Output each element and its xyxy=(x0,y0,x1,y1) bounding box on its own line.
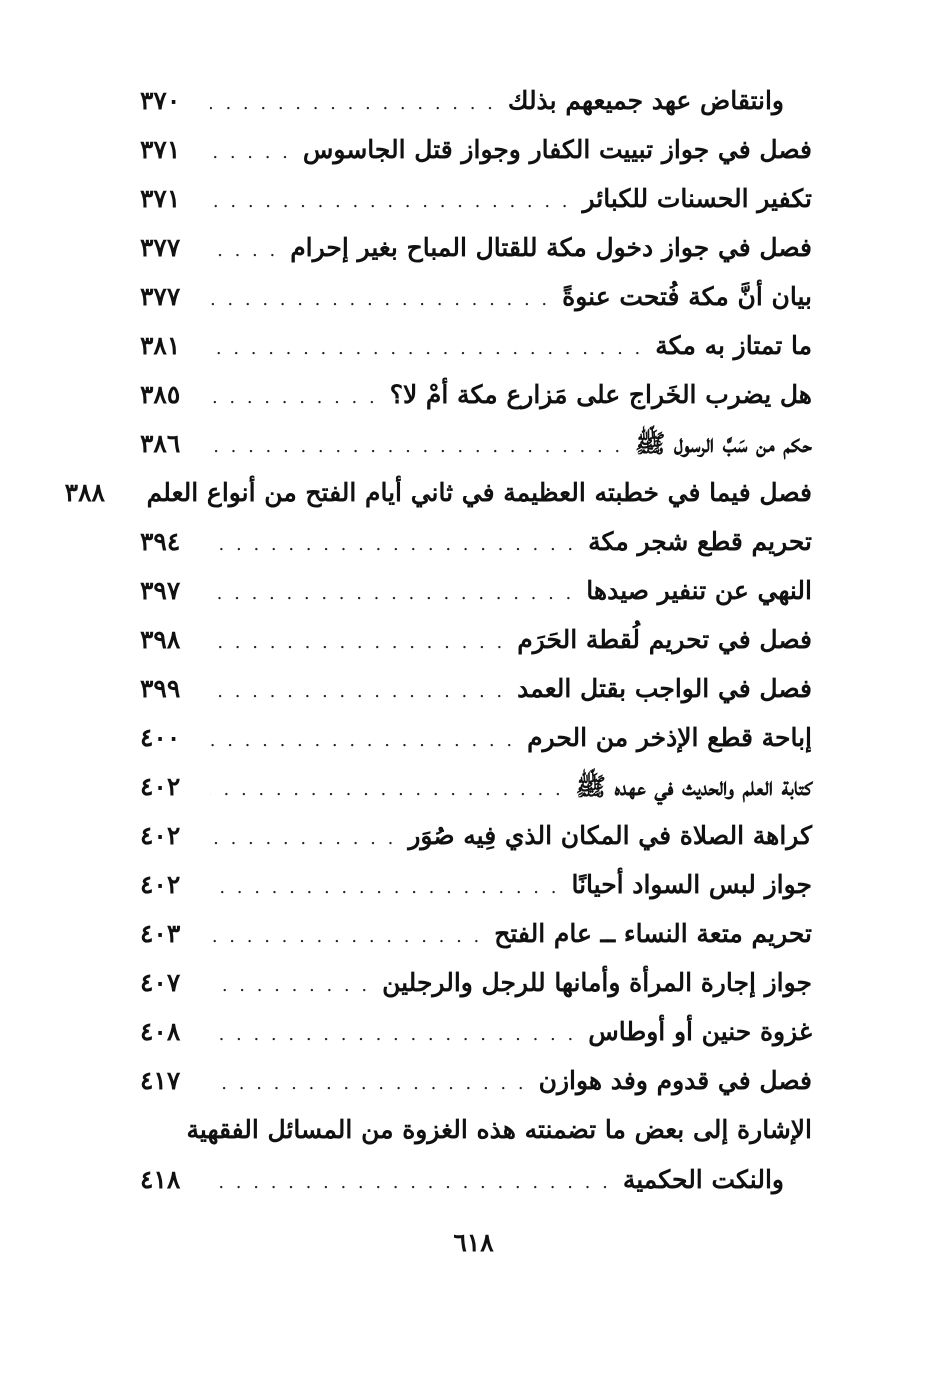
toc-entry-page: ٤١٧ xyxy=(140,1066,181,1095)
toc-entry-title: جواز إجارة المرأة وأمانها للرجل والرجلين xyxy=(382,968,812,997)
dot-leader xyxy=(210,1158,611,1207)
toc-entry-page: ٤٠٢ xyxy=(140,821,181,850)
toc-entry-title: ما تمتاز به مكة xyxy=(655,331,812,360)
toc-entry xyxy=(140,223,812,272)
toc-entry xyxy=(140,1105,812,1155)
toc-entry-title: إباحة قطع الإذخر من الحرم xyxy=(527,723,812,752)
dot-leader xyxy=(210,177,571,226)
dot-leader xyxy=(210,1010,576,1059)
toc-entry xyxy=(140,811,812,860)
toc-entry-page: ٣٨١ xyxy=(140,331,181,360)
dot-leader xyxy=(210,373,378,422)
toc-entry-page: ٣٧٠ xyxy=(140,86,181,115)
dot-leader xyxy=(210,814,396,863)
toc-entry xyxy=(140,272,812,321)
toc-entry-page: ٣٩٩ xyxy=(140,674,181,703)
toc-entry xyxy=(140,1155,812,1204)
toc-entry xyxy=(140,860,812,909)
toc-entry-page: ٣٩٧ xyxy=(140,576,181,605)
toc-entry-title: تحريم متعة النساء ــ عام الفتح xyxy=(494,919,812,948)
toc-entry-page: ٣٨٦ xyxy=(140,429,181,458)
toc-entry-page: ٣٨٥ xyxy=(140,380,181,409)
toc-entry xyxy=(140,419,812,468)
dot-leader xyxy=(210,716,515,765)
toc-entry-page: ٣٧٧ xyxy=(140,233,181,262)
toc-entry xyxy=(140,174,812,223)
toc-entry-title: والنكت الحكمية xyxy=(622,1165,784,1194)
dot-leader xyxy=(210,912,482,961)
toc-entry-title: كتابة العلم والحديث في عهده ﷺ xyxy=(575,772,812,801)
toc-entry-title: فصل في الواجب بقتل العمد xyxy=(517,674,812,703)
dot-leader xyxy=(210,569,574,618)
toc-entry xyxy=(140,321,812,370)
toc-entry-page: ٣٨٨ xyxy=(64,478,105,507)
toc-entry xyxy=(140,1007,812,1056)
dot-leader xyxy=(210,1059,527,1108)
toc-entry xyxy=(140,76,812,125)
table-of-contents xyxy=(64,76,812,1204)
toc-entry-title: جواز لبس السواد أحيانًا xyxy=(571,870,812,899)
toc-entry xyxy=(140,125,812,174)
toc-entry-page: ٣٩٤ xyxy=(140,527,181,556)
toc-entry-page: ٣٧١ xyxy=(140,184,181,213)
toc-entry-page: ٤٠٢ xyxy=(140,772,181,801)
toc-entry xyxy=(64,468,812,517)
dot-leader xyxy=(210,765,564,814)
toc-entry-title: فصل فيما في خطبته العظيمة في ثاني أيام الفتح من أنواع العلم xyxy=(146,478,812,507)
toc-entry xyxy=(140,517,812,566)
toc-entry-title: فصل في جواز تبييت الكفار وجواز قتل الجاسوس xyxy=(302,135,812,164)
toc-entry xyxy=(140,664,812,713)
toc-entry-page: ٤١٨ xyxy=(140,1165,181,1194)
toc-entry-title: تكفير الحسنات للكبائر xyxy=(582,184,812,213)
dot-leader xyxy=(210,324,643,373)
toc-entry xyxy=(140,762,812,811)
toc-entry-page: ٤٠٢ xyxy=(140,870,181,899)
toc-entry-title: تحريم قطع شجر مكة xyxy=(588,527,812,556)
toc-entry-title: فصل في جواز دخول مكة للقتال المباح بغير إحرام xyxy=(290,233,812,262)
toc-entry-title: حكم من سَبَّ الرسول ﷺ xyxy=(635,429,812,458)
toc-entry xyxy=(140,566,812,615)
dot-leader xyxy=(210,422,623,471)
dot-leader xyxy=(210,863,559,912)
dot-leader xyxy=(210,667,505,716)
toc-entry-title: وانتقاض عهد جميعهم بذلك xyxy=(507,86,784,115)
toc-entry-title: فصل في تحريم لُقطة الحَرَم xyxy=(517,625,812,654)
toc-entry xyxy=(140,909,812,958)
dot-leader xyxy=(210,520,576,569)
toc-entry xyxy=(140,958,812,1007)
toc-entry-title: الإشارة إلى بعض ما تضمنته هذه الغزوة من المسائل الفقهية xyxy=(186,1115,812,1144)
dot-leader xyxy=(210,275,550,324)
page-number: ٦١٨ xyxy=(453,1228,494,1257)
toc-entry-page: ٣٧٧ xyxy=(140,282,181,311)
dot-leader xyxy=(210,961,370,1010)
dot-leader xyxy=(210,79,496,128)
toc-entry-title: النهي عن تنفير صيدها xyxy=(586,576,812,605)
toc-entry-page: ٤٠٨ xyxy=(140,1017,181,1046)
toc-entry xyxy=(140,713,812,762)
toc-entry xyxy=(140,370,812,419)
toc-entry-page: ٣٧١ xyxy=(140,135,181,164)
toc-entry-title: كراهة الصلاة في المكان الذي فِيه صُوَر xyxy=(408,821,812,850)
toc-entry-page: ٤٠٠ xyxy=(140,723,181,752)
toc-entry xyxy=(140,615,812,664)
toc-entry-title: فصل في قدوم وفد هوازن xyxy=(538,1066,812,1095)
toc-entry xyxy=(140,1056,812,1105)
dot-leader xyxy=(210,128,291,177)
dot-leader xyxy=(210,226,278,275)
toc-entry-title: غزوة حنين أو أوطاس xyxy=(588,1017,812,1046)
dot-leader xyxy=(210,618,505,667)
toc-entry-page: ٤٠٧ xyxy=(140,968,181,997)
toc-entry-page: ٤٠٣ xyxy=(140,919,181,948)
toc-entry-title: بيان أنَّ مكة فُتحت عنوةً xyxy=(562,282,812,311)
toc-entry-title: هل يضرب الخَراج على مَزارع مكة أمْ لا؟ xyxy=(389,380,812,409)
toc-entry-page: ٣٩٨ xyxy=(140,625,181,654)
